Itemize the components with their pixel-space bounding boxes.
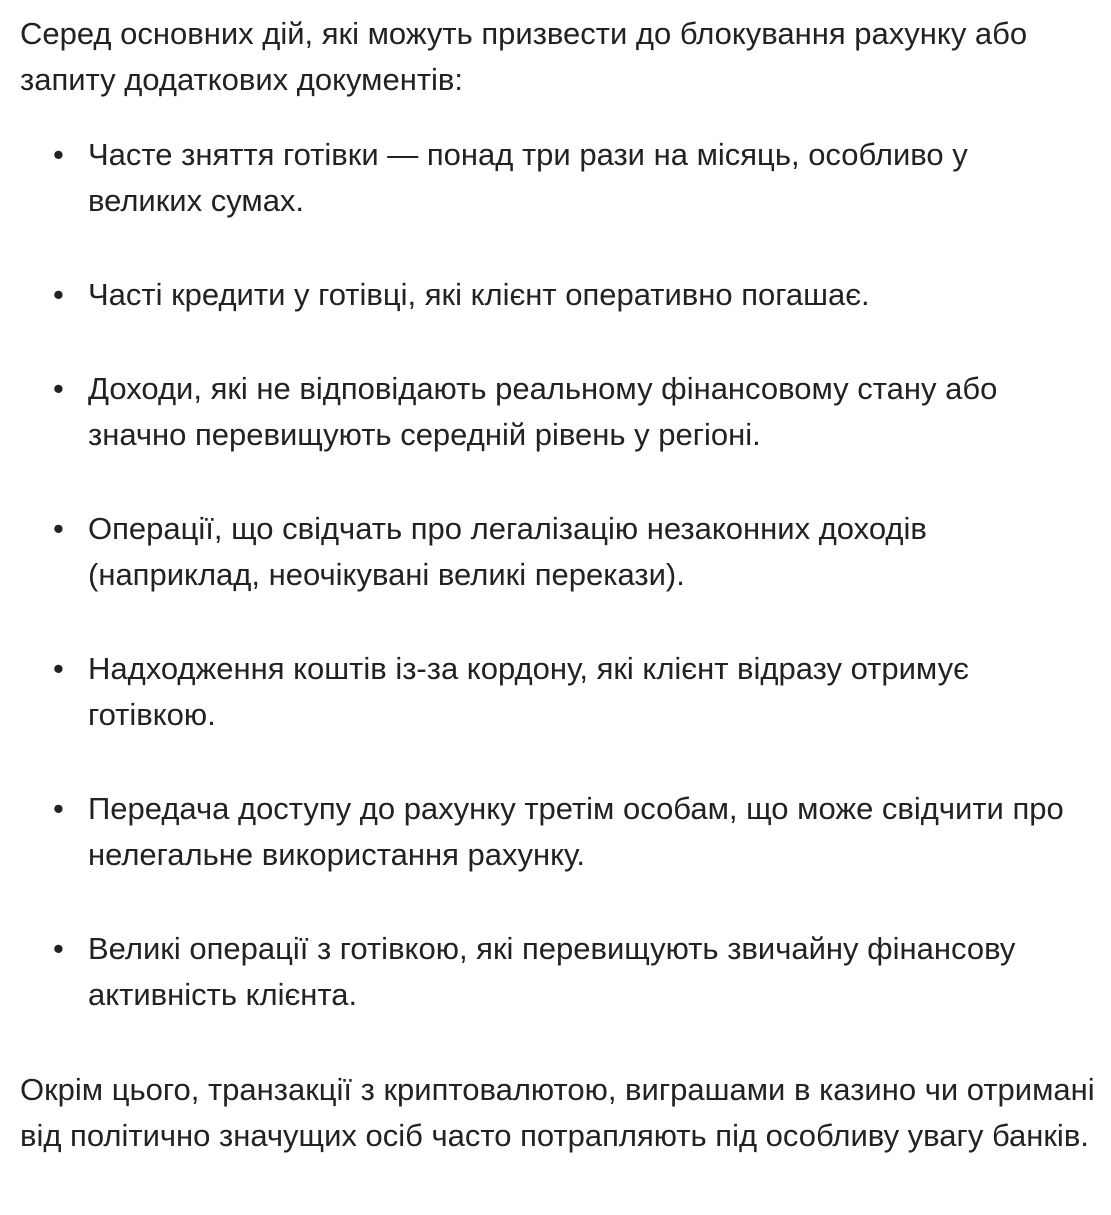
list-item (0, 366, 1088, 458)
list-item-text: Доходи, які не відповідають реальному фінансовому стану або значно перевищують середній рівень у регіоні. (88, 371, 998, 452)
list-item (0, 272, 1088, 318)
list-item-text: Часті кредити у готівці, які клієнт оперативно погашає. (88, 277, 870, 312)
list-item-text: Передача доступу до рахунку третім особам, що може свідчити про нелегальне використання рахунку. (88, 791, 1064, 872)
bullet-icon: • (53, 931, 64, 966)
bullet-icon: • (53, 277, 64, 312)
intro-paragraph: Серед основних дій, які можуть призвести до блокування рахунку або запиту додаткових документів: (20, 16, 1028, 97)
bullet-icon: • (53, 511, 64, 546)
list-item (0, 646, 1088, 738)
list-item (0, 786, 1088, 878)
bullet-icon: • (53, 137, 64, 172)
list-item-text: Операції, що свідчать про легалізацію незаконних доходів (наприклад, неочікувані великі перекази). (88, 511, 927, 592)
list-item (0, 926, 1088, 1018)
bullet-icon: • (53, 791, 64, 826)
list-item (0, 506, 1088, 598)
risk-actions-list (0, 132, 1111, 1066)
list-item-text: Надходження коштів із-за кордону, які клієнт відразу отримує готівкою. (88, 651, 969, 732)
outro-paragraph: Окрім цього, транзакції з криптовалютою, виграшами в казино чи отримані від політично значущих осіб часто потрапляють під особливу увагу банків. (20, 1072, 1095, 1153)
bullet-icon: • (53, 651, 64, 686)
bullet-icon: • (53, 371, 64, 406)
list-item (0, 132, 1088, 224)
list-item-text: Часте зняття готівки — понад три рази на місяць, особливо у великих сумах. (88, 137, 968, 218)
list-item-text: Великі операції з готівкою, які перевищують звичайну фінансову активність клієнта. (88, 931, 1016, 1012)
